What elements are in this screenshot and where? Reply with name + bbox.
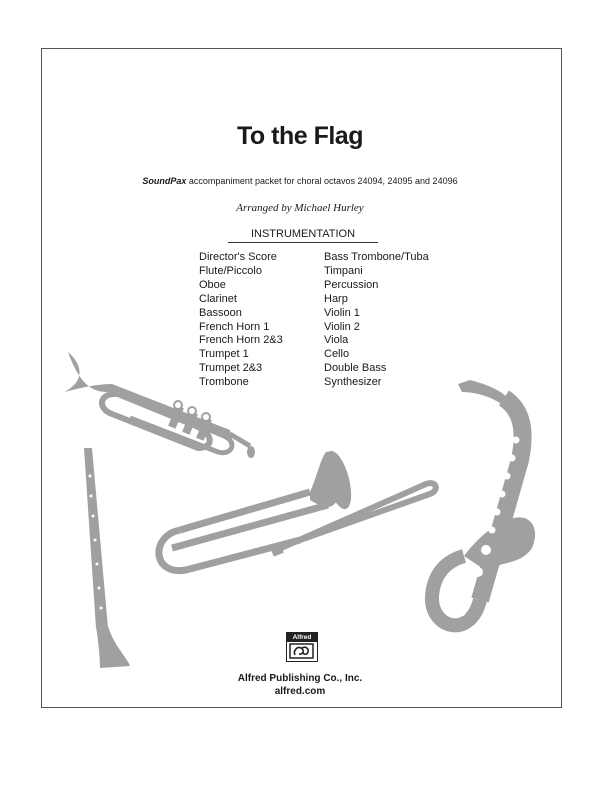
clarinet-illustration	[84, 448, 130, 668]
instrument-item: Violin 1	[324, 306, 360, 319]
instrument-item: Oboe	[199, 278, 226, 291]
instrumentation-heading: INSTRUMENTATION	[228, 228, 378, 243]
trumpet-illustration	[64, 352, 255, 458]
instrument-item: Double Bass	[324, 362, 387, 375]
saxophone-illustration	[432, 380, 535, 625]
page-title: To the Flag	[237, 122, 363, 150]
instrument-item: Harp	[324, 292, 348, 305]
instrument-item: Bassoon	[199, 306, 242, 319]
logo-wordmark: Alfred	[287, 633, 317, 642]
alfred-logo	[286, 632, 318, 662]
instrument-item: Percussion	[324, 278, 379, 291]
subtitle-text: accompaniment packet for choral octavos 24094, 24095 and 24096	[186, 176, 458, 186]
instrument-item: Director's Score	[199, 251, 277, 263]
logo-emblem-icon	[287, 642, 316, 660]
instrument-item: French Horn 1	[199, 320, 270, 333]
arranger-credit: Arranged by Michael Hurley	[236, 202, 364, 214]
instrument-item: Synthesizer	[324, 376, 382, 389]
instrument-item: Trumpet 1	[199, 348, 249, 361]
subtitle-brand: SoundPax	[142, 176, 187, 186]
instrument-item: Violin 2	[324, 320, 360, 333]
instrument-item: Cello	[324, 348, 350, 361]
publisher-website: alfred.com	[274, 686, 326, 697]
instrument-item: Trombone	[199, 376, 249, 389]
instrument-item: Timpani	[324, 264, 363, 277]
instrument-item: French Horn 2&3	[199, 334, 283, 347]
instrument-item: Flute/Piccolo	[199, 264, 262, 277]
instrument-item: Trumpet 2&3	[199, 362, 263, 375]
trombone-illustration	[159, 448, 436, 570]
instrument-item: Bass Trombone/Tuba	[324, 251, 429, 263]
publisher-info	[0, 672, 600, 698]
instrument-item: Viola	[324, 334, 349, 347]
instrument-item: Clarinet	[199, 292, 237, 305]
publisher-name: Alfred Publishing Co., Inc.	[237, 673, 363, 684]
